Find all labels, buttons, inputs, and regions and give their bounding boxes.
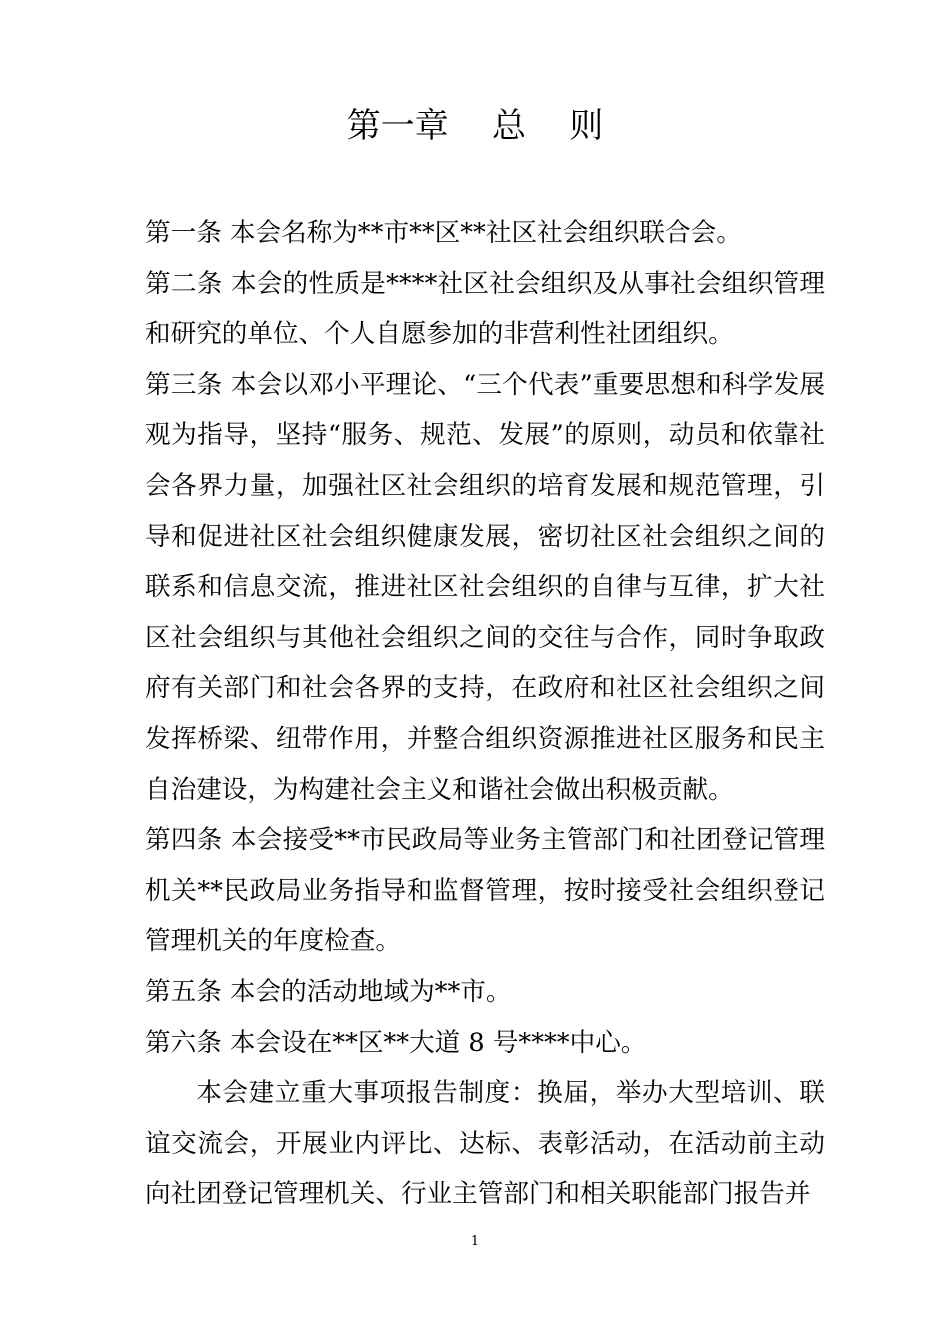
- article-5: 第五条 本会的活动地域为**市。: [145, 976, 512, 1007]
- chapter-title: 第一章 总 则: [346, 106, 604, 146]
- article-6: 第六条 本会设在**区**大道 8 号****中心。: [145, 1027, 647, 1058]
- reporting-paragraph: 本会建立重大事项报告制度：换届，举办大型培训、联谊交流会，开展业内评比、达标、表彰活动，在活动前主动向社团登记管理机关、行业主管部门和相关职能部门报告并: [145, 1078, 825, 1210]
- document-body: [145, 208, 825, 1220]
- article-2: 第二条 本会的性质是****社区社会组织及从事社会组织管理和研究的单位、个人自愿参加的非营利性社团组织。: [145, 268, 825, 350]
- article-4: 第四条 本会接受**市民政局等业务主管部门和社团登记管理机关**民政局业务指导和监督管理，按时接受社会组织登记管理机关的年度检查。: [145, 825, 825, 957]
- article-3: 第三条 本会以邓小平理论、“三个代表”重要思想和科学发展观为指导，坚持“服务、规范、发展”的原则，动员和依靠社会各界力量，加强社区社会组织的培育发展和规范管理，引导和促进社区社会组织健康发展，密切社区社会组织之间的联系和信息交流，推进社区社会组织的自律与互律，扩大社区社会组织与其他社会组织之间的交往与合作，同时争取政府有关部门和社会各界的支持，在政府和社区社会组织之间发挥桥梁、纽带作用，并整合组织资源推进社区服务和民主自治建设，为构建社会主义和谐社会做出积极贡献。: [145, 369, 825, 805]
- article-1: 第一条 本会名称为**市**区**社区社会组织联合会。: [145, 218, 742, 248]
- page-number: 1: [470, 1234, 480, 1249]
